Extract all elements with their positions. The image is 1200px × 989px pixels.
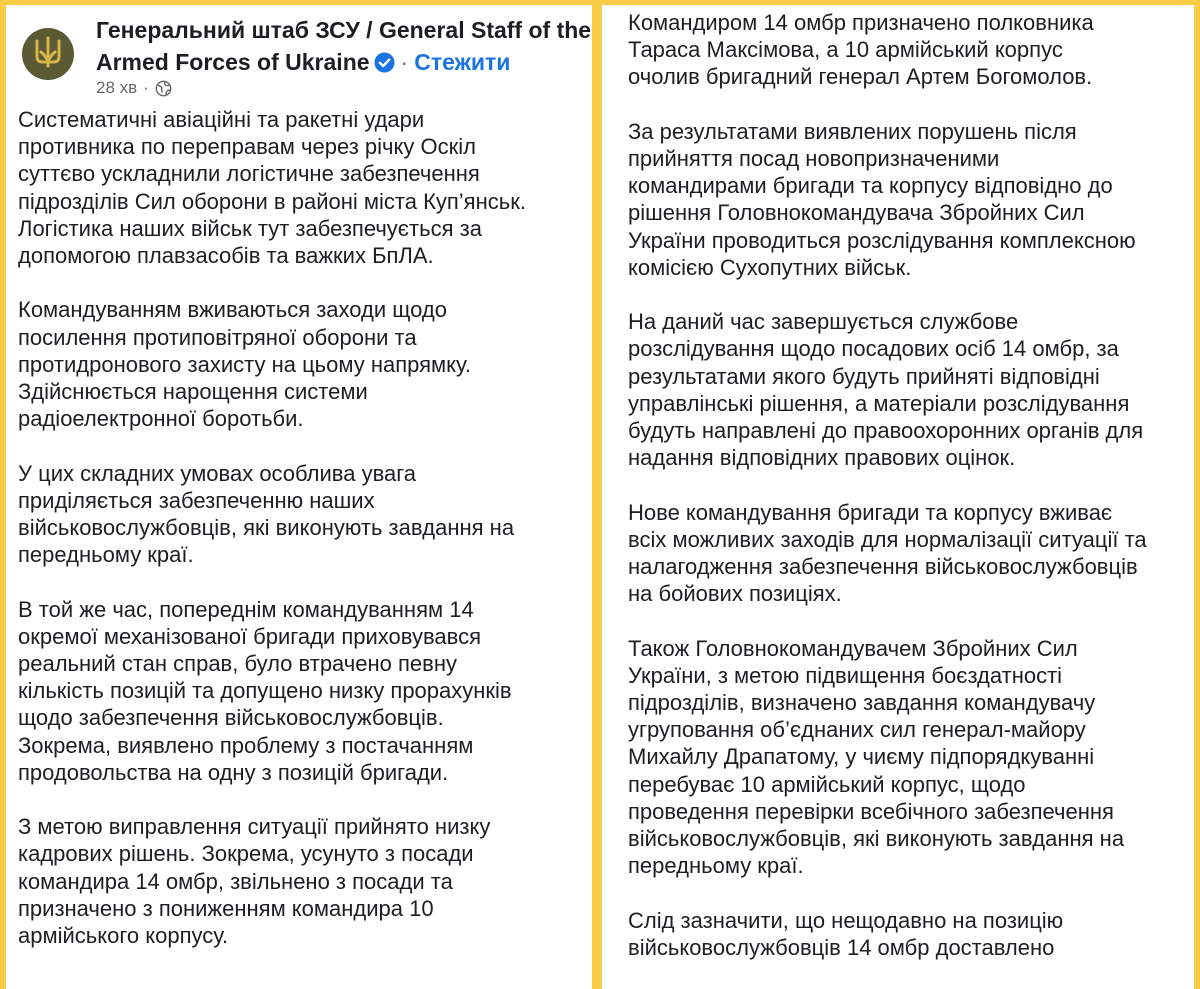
text-line: результатами якого будуть прийняті відповідні	[628, 363, 1100, 389]
text-line: прийняття посад новопризначеними	[628, 146, 1000, 171]
text-line: протидронового захисту на цьому напрямку.	[18, 351, 471, 377]
text-line: кадрових рішень. Зокрема, усунуто з посади	[18, 841, 474, 867]
text-line: будуть направлені до правоохоронних органів для	[628, 418, 1144, 444]
page-name[interactable]: Генеральний штаб ЗСУ / General Staff of the Armed Forces of Ukraine	[96, 17, 592, 75]
paragraph	[628, 308, 1147, 471]
text-line: Командуванням вживаються заходи щодо	[18, 297, 447, 323]
text-line: надання відповідних правових оцінок.	[628, 445, 1016, 471]
text-line: перебуває 10 армійський корпус, щодо	[628, 771, 1026, 797]
paragraph	[18, 596, 526, 786]
post-body-left	[18, 106, 526, 976]
left-panel	[6, 5, 592, 989]
meta-separator: ·	[143, 78, 149, 97]
text-line: продовольства на одну з позицій бригади.	[18, 759, 449, 785]
paragraph	[628, 499, 1147, 608]
text-line: посилення протиповітряної оборони та	[18, 324, 417, 350]
text-line: Михайлу Драпатому, у чиєму підпорядкуванні	[628, 744, 1095, 770]
text-line: приділяється забезпеченню наших	[18, 487, 375, 513]
verified-badge-icon	[374, 49, 395, 81]
paragraph	[628, 118, 1147, 281]
text-line: За результатами виявлених порушень після	[628, 118, 1077, 144]
post-header	[22, 10, 592, 102]
text-line: Тараса Максімова, а 10 армійський корпус	[628, 37, 1063, 63]
text-line: Логістика наших військ тут забезпечується за	[18, 215, 482, 241]
page-title-line	[96, 14, 592, 81]
text-line: противника по переправам через річку Оскіл	[18, 134, 476, 160]
text-line: армійського корпусу.	[18, 923, 229, 949]
right-panel	[602, 5, 1194, 989]
text-line: передньому краї.	[18, 542, 194, 568]
text-line: рішення Головнокомандувача Збройних Сил	[628, 200, 1085, 226]
text-line: передньому краї.	[628, 853, 804, 879]
post-time[interactable]: 28 хв	[96, 78, 138, 97]
text-line: допомогою плавзасобів та важких БпЛА.	[18, 243, 434, 269]
text-line: щодо забезпечення військовослужбовців.	[18, 705, 444, 731]
text-line: комісією Сухопутних військ.	[628, 254, 912, 280]
text-line: угруповання об’єднаних сил генерал-майору	[628, 717, 1086, 743]
text-line: військовослужбовців, які виконують завдання на	[18, 515, 515, 541]
text-line: кількість позицій та допущено низку прорахунків	[18, 678, 512, 704]
text-line: Також Головнокомандувачем Збройних Сил	[628, 635, 1078, 661]
text-line: на бойових позиціях.	[628, 581, 842, 607]
separator-dot: ·	[400, 49, 409, 75]
text-line: Систематичні авіаційні та ракетні удари	[18, 107, 425, 132]
text-line: На даний час завершується службове	[628, 309, 1019, 335]
text-line: У цих складних умовах особлива увага	[18, 460, 417, 486]
post-body-right	[628, 9, 1147, 988]
paragraph	[18, 460, 526, 569]
text-line: Зокрема, виявлено проблему з постачанням	[18, 732, 474, 758]
text-line: військовослужбовців, які виконують завдання на	[628, 826, 1125, 852]
paragraph	[628, 635, 1147, 880]
paragraph	[18, 813, 526, 949]
trident-icon	[33, 35, 63, 74]
text-line: командира 14 омбр, звільнено з посади та	[18, 868, 453, 894]
text-line: підрозділів Сил оборони в районі міста Куп’янськ.	[18, 188, 526, 214]
page-avatar[interactable]	[22, 28, 74, 80]
text-line: проведення перевірки всебічного забезпечення	[628, 798, 1114, 824]
text-line: окремої механізованої бригади приховувався	[18, 623, 481, 649]
globe-icon[interactable]	[155, 80, 172, 97]
text-line: України, з метою підвищення боєздатності	[628, 662, 1063, 688]
paragraph	[18, 296, 526, 432]
text-line: очолив бригадний генерал Артем Богомолов.	[628, 64, 1093, 90]
text-line: В той же час, попереднім командуванням 14	[18, 596, 474, 622]
text-line: управлінські рішення, а матеріали розслідування	[628, 390, 1130, 416]
text-line: суттєво ускладнили логістичне забезпечення	[18, 161, 480, 187]
text-line: всіх можливих заходів для нормалізації ситуації та	[628, 526, 1147, 552]
follow-button[interactable]: Стежити	[414, 49, 511, 75]
post-meta	[96, 77, 172, 99]
text-line: військовослужбовців 14 омбр доставлено	[628, 934, 1055, 960]
text-line: радіоелектронної боротьби.	[18, 406, 304, 432]
text-line: З метою виправлення ситуації прийнято низку	[18, 814, 491, 840]
text-line: Командиром 14 омбр призначено полковника	[628, 10, 1094, 35]
text-line: Слід зазначити, що нещодавно на позицію	[628, 907, 1064, 933]
text-line: реальний стан справ, було втрачено певну	[18, 651, 457, 677]
text-line: Нове командування бригади та корпусу вживає	[628, 499, 1113, 525]
text-line: розслідування щодо посадових осіб 14 омбр, за	[628, 336, 1119, 362]
text-line: підрозділів, визначено завдання командувачу	[628, 690, 1096, 716]
text-line: України проводиться розслідування комплексною	[628, 227, 1136, 253]
text-line: налагодження забезпечення військовослужбовців	[628, 554, 1138, 580]
paragraph	[628, 9, 1147, 91]
paragraph	[628, 907, 1147, 961]
text-line: командирами бригади та корпусу відповідно до	[628, 173, 1113, 199]
text-line: призначено з пониженням командира 10	[18, 895, 434, 921]
paragraph	[18, 106, 526, 269]
text-line: Здійснюється нарощення системи	[18, 379, 368, 405]
